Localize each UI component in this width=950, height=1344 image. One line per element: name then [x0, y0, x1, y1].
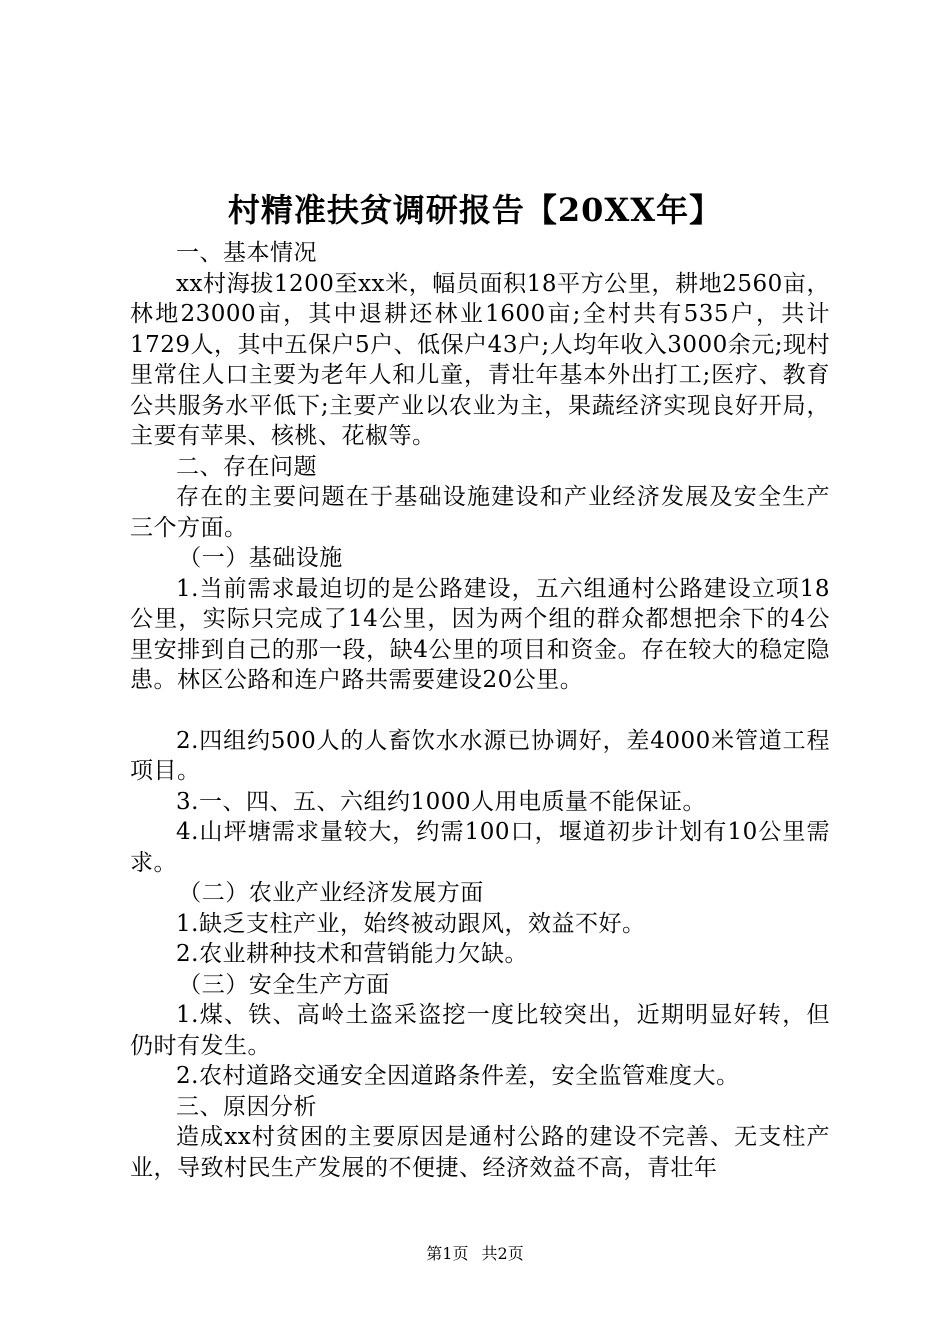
- page-number-current: 第1页: [426, 1244, 469, 1263]
- paragraph-gap: [130, 696, 830, 726]
- subsection-heading-safety: （三）安全生产方面: [178, 971, 390, 998]
- section-heading-basic-info: 一、基本情况: [176, 240, 317, 266]
- paragraph-infrastructure-1: 1.当前需求最迫切的是公路建设，五六组通村公路建设立项18公里，实际只完成了14公里，因为两个组的群众都想把余下的4公里安排到自己的那一段，缺4公里的项目和资金。存在较大的稳定隐患。林区公路和连户路共需要建设20公里。: [130, 575, 830, 693]
- paragraph-agriculture-2: 2.农业耕种技术和营销能力欠缺。: [176, 941, 528, 967]
- paragraph-infrastructure-2: 2.四组约500人的人畜饮水水源已协调好，差4000米管道工程项目。: [130, 727, 830, 784]
- paragraph-safety-2: 2.农村道路交通安全因道路条件差，安全监管难度大。: [176, 1063, 740, 1089]
- document-title: 村精准扶贫调研报告【20XX年】: [227, 191, 723, 229]
- paragraph-agriculture-1: 1.缺乏支柱产业，始终被动跟风，效益不好。: [176, 910, 646, 937]
- subsection-heading-infrastructure: （一）基础设施: [178, 545, 343, 571]
- page-footer: [0, 1243, 950, 1265]
- subsection-heading-agriculture: （二）农业产业经济发展方面: [178, 880, 484, 906]
- section-heading-causes: 三、原因分析: [176, 1093, 317, 1120]
- paragraph-infrastructure-4: 4.山坪塘需求量较大，约需100口，堰道初步计划有10公里需求。: [130, 819, 830, 876]
- paragraph-problems-summary: 存在的主要问题在于基础设施建设和产业经济发展及安全生产三个方面。: [130, 484, 830, 541]
- paragraph-basic-info: xx村海拔1200至xx米，幅员面积18平方公里，耕地2560亩，林地23000亩，其中退耕还林业1600亩;全村共有535户，共计1729人，其中五保户5户、低保户43户;人均年收入3000余元;现村里常住人口主要为老年人和儿童，青壮年基本外出打工;医疗、教育公共服务水平低下;主要产业以农业为主，果蔬经济实现良好开局，主要有苹果、核桃、花椒等。: [130, 270, 830, 449]
- paragraph-causes: 造成xx村贫困的主要原因是通村公路的建设不完善、无支柱产业，导致村民生产发展的不便捷、经济效益不高，青壮年: [130, 1124, 830, 1181]
- page-number-total: 共2页: [481, 1244, 524, 1263]
- paragraph-infrastructure-3: 3.一、四、五、六组约1000人用电质量不能保证。: [176, 788, 706, 815]
- document-body: [130, 238, 830, 1183]
- section-heading-problems: 二、存在问题: [176, 453, 317, 480]
- paragraph-safety-1: 1.煤、铁、高岭土盗采盗挖一度比较突出，近期明显好转，但仍时有发生。: [130, 1002, 830, 1059]
